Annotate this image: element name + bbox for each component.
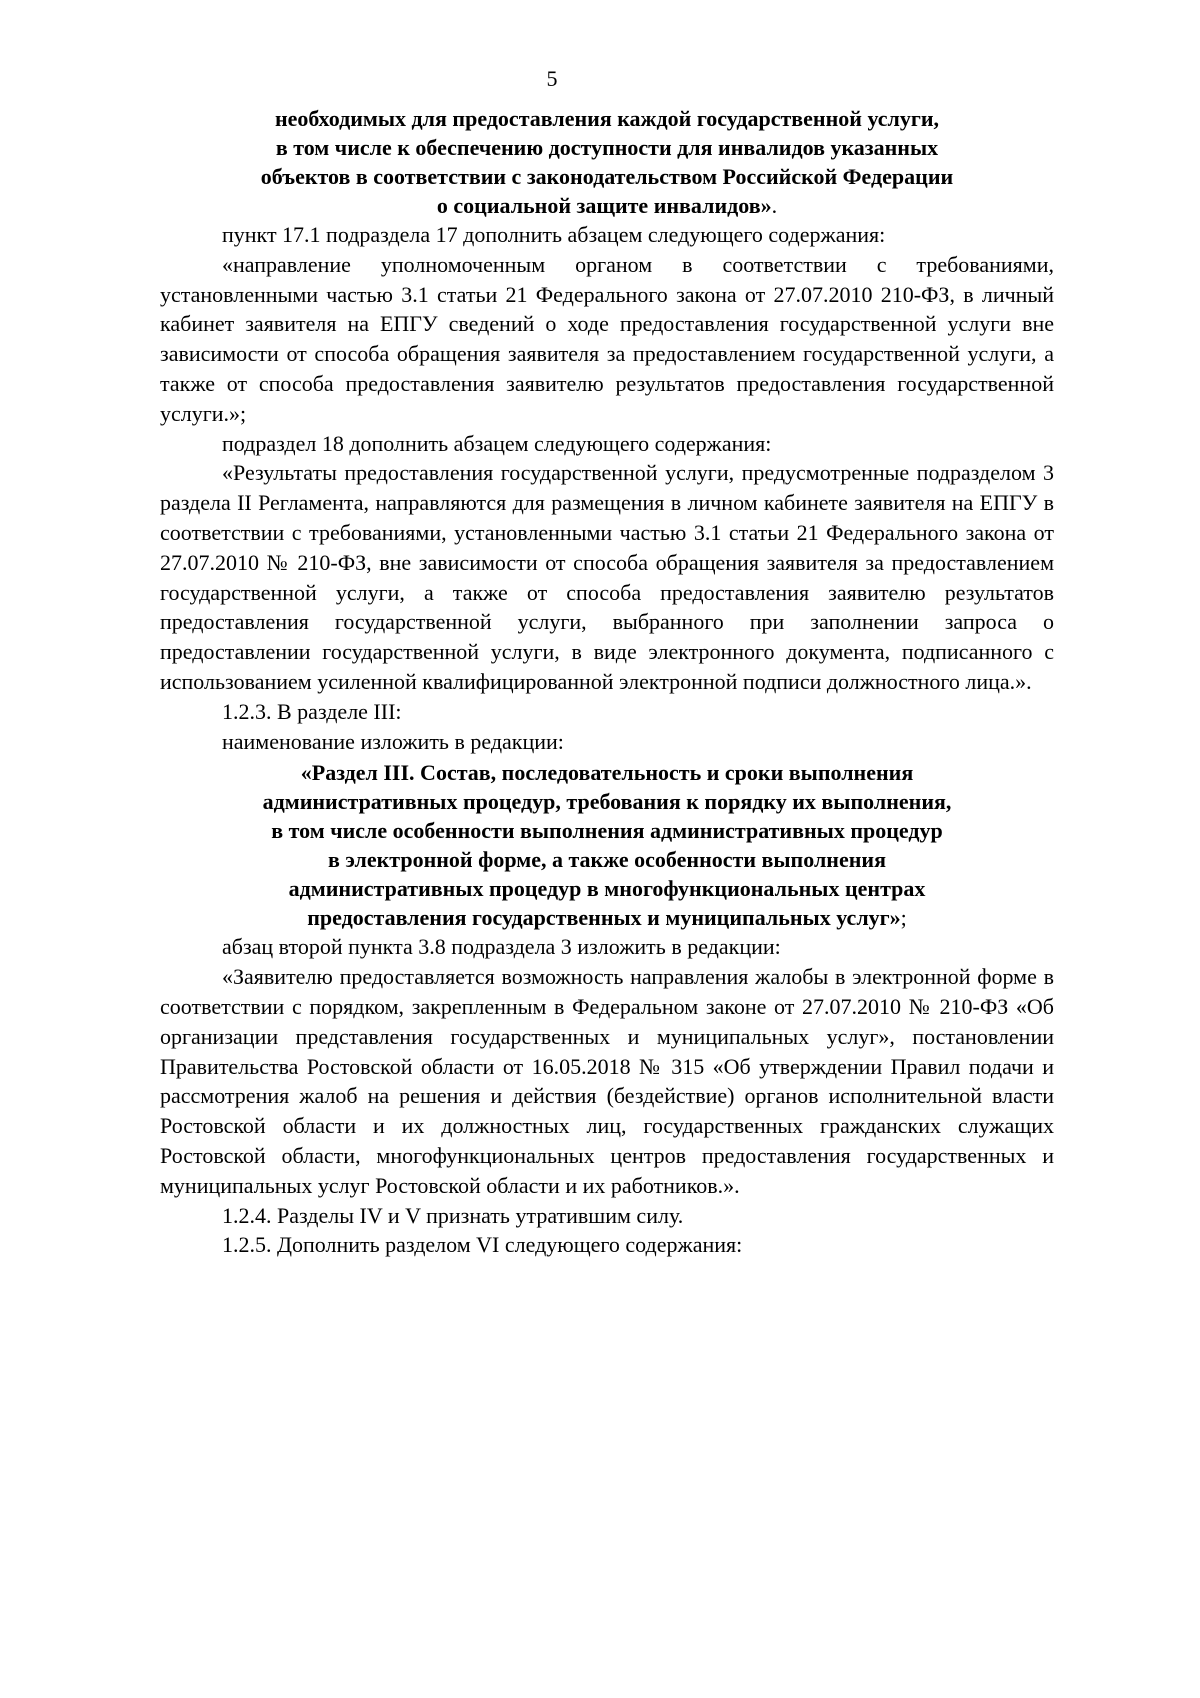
page-number: 5 bbox=[546, 66, 558, 91]
heading-line-tail: ; bbox=[900, 905, 907, 931]
section-heading-section-iii bbox=[160, 758, 1054, 932]
heading-line: необходимых для предоставления каждой государственной услуги, bbox=[274, 106, 940, 131]
heading-line: в том числе особенности выполнения административных процедур bbox=[271, 818, 943, 844]
heading-line-text: предоставления государственных и муниципальных услуг» bbox=[307, 905, 901, 931]
heading-line bbox=[160, 191, 1054, 220]
paragraph: подраздел 18 дополнить абзацем следующего содержания: bbox=[222, 430, 772, 456]
paragraph: «направление уполномоченным органом в соответствии с требованиями, установленными частью 3.1 статьи 21 Федерального закона от 27.07.2010 210-ФЗ, в личный кабинет заявителя на ЕПГУ сведений о ходе предоставления государственной услуги вне зависимости от способа обращения заявителя за предоставлением государственной услуги, а также от способа предоставления заявителю результатов предоставления государственной услуги.»; bbox=[160, 251, 1054, 426]
heading-line: объектов в соответствии с законодательством Российской Федерации bbox=[260, 164, 954, 189]
section-heading-accessibility bbox=[160, 104, 1054, 220]
heading-line-tail: . bbox=[771, 193, 778, 218]
heading-line: административных процедур в многофункциональных центрах bbox=[288, 876, 926, 902]
paragraph: пункт 17.1 подраздела 17 дополнить абзацем следующего содержания: bbox=[222, 222, 886, 247]
paragraph: наименование изложить в редакции: bbox=[222, 728, 564, 754]
heading-line-text: о социальной защите инвалидов» bbox=[436, 193, 772, 218]
paragraph: «Результаты предоставления государственной услуги, предусмотренные подразделом 3 раздела II Регламента, направляются для размещения в личном кабинете заявителя на ЕПГУ в соответствии с требованиями, установленными частью 3.1 статьи 21 Федерального закона от 27.07.2010 № 210-ФЗ, вне зависимости от способа обращения заявителя за предоставлением государственной услуги, а также от способа предоставления заявителю результатов предоставления государственной услуги, выбранного при заполнении запроса о предоставлении государственной услуги, в виде электронного документа, подписанного с использованием усиленной квалифицированной электронной подписи должностного лица.». bbox=[160, 460, 1054, 694]
paragraph: 1.2.3. В разделе III: bbox=[222, 698, 402, 724]
heading-line bbox=[160, 903, 1054, 932]
paragraph: абзац второй пункта 3.8 подраздела 3 изложить в редакции: bbox=[222, 934, 781, 960]
paragraph: 1.2.4. Разделы IV и V признать утратившим силу. bbox=[222, 1202, 684, 1228]
heading-line: в электронной форме, а также особенности выполнения bbox=[328, 847, 886, 873]
heading-line: «Раздел III. Состав, последовательность и сроки выполнения bbox=[300, 760, 914, 786]
document-body bbox=[160, 104, 1054, 1260]
heading-line: в том числе к обеспечению доступности для инвалидов указанных bbox=[275, 135, 939, 160]
paragraph: «Заявителю предоставляется возможность направления жалобы в электронной форме в соответствии с порядком, закрепленным в Федеральном законе от 27.07.2010 № 210-ФЗ «Об организации представления государственных и муниципальных услуг», постановлении Правительства Ростовской области от 16.05.2018 № 315 «Об утверждении Правил подачи и рассмотрения жалоб на решения и действия (бездействие) органов исполнительной власти Ростовской области и их должностных лиц, государственных гражданских служащих Ростовской области, многофункциональных центров предоставления государственных и муниципальных услуг Ростовской области и их работников.». bbox=[160, 964, 1054, 1198]
paragraph: 1.2.5. Дополнить разделом VI следующего содержания: bbox=[222, 1232, 743, 1258]
heading-line: административных процедур, требования к порядку их выполнения, bbox=[262, 789, 952, 815]
